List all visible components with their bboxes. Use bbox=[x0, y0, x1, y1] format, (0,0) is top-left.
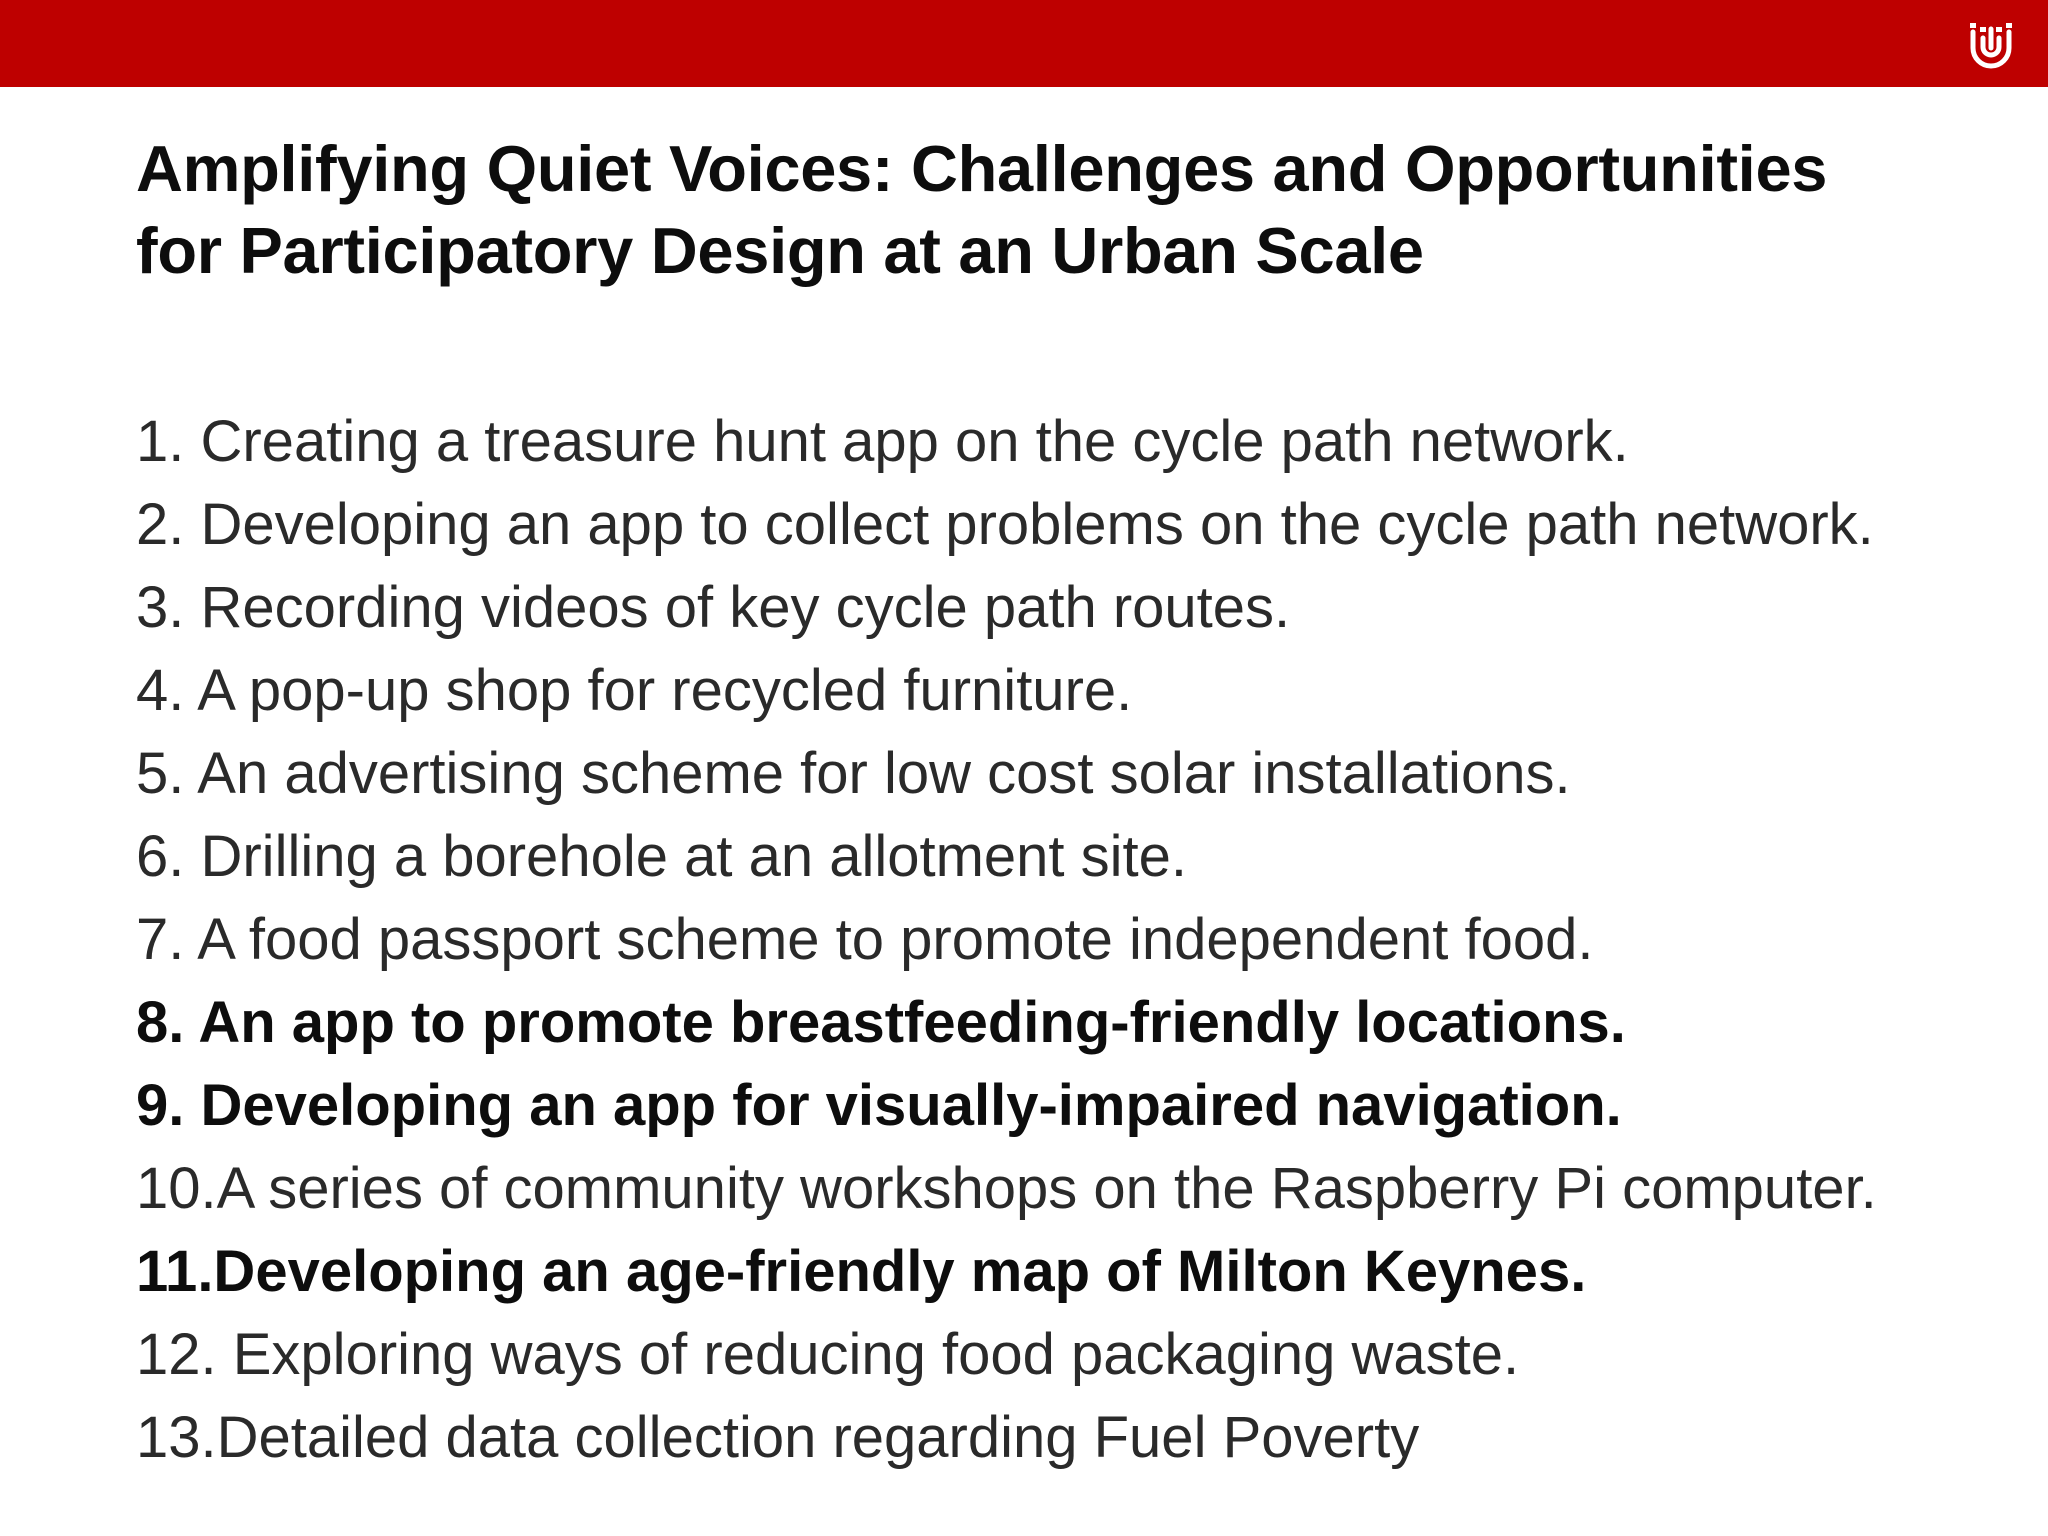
list-item: 9. Developing an app for visually-impaired navigation. bbox=[136, 1073, 1622, 1138]
list-item: 1. Creating a treasure hunt app on the cycle path network. bbox=[136, 409, 1629, 474]
list-item: 6. Drilling a borehole at an allotment site. bbox=[136, 824, 1188, 889]
list-item: 3. Recording videos of key cycle path routes. bbox=[136, 575, 1291, 640]
list-item: 4. A pop-up shop for recycled furniture. bbox=[136, 658, 1133, 723]
project-list bbox=[136, 400, 1996, 1479]
slide-title-line-1: Amplifying Quiet Voices: Challenges and Opportunities bbox=[136, 132, 1828, 205]
header-bar bbox=[0, 0, 2048, 87]
list-item: 11.Developing an age-friendly map of Milton Keynes. bbox=[136, 1239, 1587, 1304]
list-item: 8. An app to promote breastfeeding-friendly locations. bbox=[136, 990, 1626, 1055]
list-item: 5. An advertising scheme for low cost solar installations. bbox=[136, 741, 1571, 806]
list-item: 10.A series of community workshops on the Raspberry Pi computer. bbox=[136, 1156, 1877, 1221]
list-item: 13.Detailed data collection regarding Fuel Poverty bbox=[136, 1405, 1420, 1470]
university-logo-icon bbox=[1964, 18, 2018, 72]
slide-title bbox=[136, 128, 1956, 292]
slide-title-line-2: for Participatory Design at an Urban Scale bbox=[136, 214, 1424, 287]
list-item: 7. A food passport scheme to promote independent food. bbox=[136, 907, 1594, 972]
list-item: 12. Exploring ways of reducing food packaging waste. bbox=[136, 1322, 1520, 1387]
list-item: 2. Developing an app to collect problems on the cycle path network. bbox=[136, 492, 1874, 557]
